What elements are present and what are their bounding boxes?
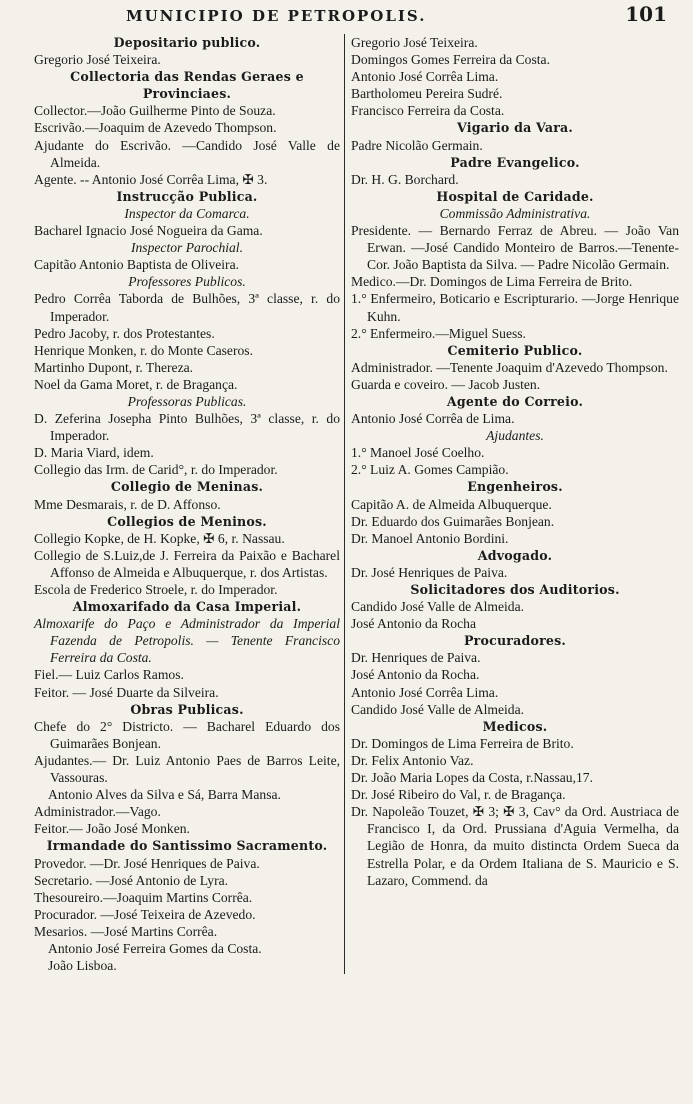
entry: Bacharel Ignacio José Nogueira da Gama. bbox=[34, 223, 263, 239]
entry: D. Maria Viard, idem. bbox=[34, 445, 154, 461]
entry: Francisco Ferreira da Costa. bbox=[351, 103, 505, 119]
section-heading: Agente do Correio. bbox=[446, 393, 584, 409]
entry: Dr. José Ribeiro do Val, r. de Bragança. bbox=[351, 787, 566, 803]
entry: Dr. Henriques de Paiva. bbox=[351, 650, 481, 666]
entry: Pedro Jacoby, r. dos Protestantes. bbox=[34, 325, 215, 341]
section-heading: Collegio de Meninas. bbox=[110, 479, 264, 495]
entry: Collegio das Irm. de Carid°, r. do Imperador. bbox=[34, 462, 278, 478]
entry: Presidente. — Bernardo Ferraz de Abreu. — João Van Erwan. —José Candido Monteiro de Barros.—Tenente-Cor. João Baptista da Silva. — Padre Nicolão Germain. bbox=[351, 223, 679, 273]
entry: Dr. Manoel Antonio Bordini. bbox=[351, 530, 509, 546]
entry: Administrador.—Vago. bbox=[34, 804, 161, 820]
entry: Martinho Dupont, r. Thereza. bbox=[34, 359, 194, 375]
entry: Bartholomeu Pereira Sudré. bbox=[351, 86, 503, 102]
entry: Dr. Felix Antonio Vaz. bbox=[351, 752, 474, 768]
section-heading: Hospital de Caridade. bbox=[436, 188, 594, 204]
entry: Capitão Antonio Baptista de Oliveira. bbox=[34, 257, 240, 273]
entry: Thesoureiro.—Joaquim Martins Corrêa. bbox=[34, 889, 253, 905]
left-column bbox=[34, 34, 345, 974]
entry: Feitor.— João José Monken. bbox=[34, 821, 190, 837]
section-heading: Instrucção Publica. bbox=[116, 188, 258, 204]
entry: D. Zeferina Josepha Pinto Bulhões, 3ª classe, r. do Imperador. bbox=[34, 411, 340, 444]
entry: Administrador. —Tenente Joaquim d'Azevedo Thompson. bbox=[351, 359, 668, 375]
entry: Antonio José Corrêa Lima. bbox=[351, 69, 499, 85]
subheading: Commissão Administrativa. bbox=[439, 205, 591, 221]
entry: Dr. João Maria Lopes da Costa, r.Nassau,17. bbox=[351, 770, 593, 786]
entry: Dr. Domingos de Lima Ferreira de Brito. bbox=[351, 735, 574, 751]
subheading: Inspector da Comarca. bbox=[124, 205, 250, 221]
entry: Padre Nicolão Germain. bbox=[351, 137, 483, 153]
entry: 1.° Manoel José Coelho. bbox=[351, 445, 485, 461]
entry: Pedro Corrêa Taborda de Bulhões, 3ª classe, r. do Imperador. bbox=[34, 291, 340, 324]
entry: Almoxarife do Paço e Administrador da Imperial Fazenda de Petropolis. — Tenente Francisco Ferreira da Costa. bbox=[34, 616, 340, 666]
entry: Mme Desmarais, r. de D. Affonso. bbox=[34, 496, 221, 512]
entry: Mesarios. —José Martins Corrêa. bbox=[34, 923, 218, 939]
section-heading: Procuradores. bbox=[463, 633, 567, 649]
entry: Dr. José Henriques de Paiva. bbox=[351, 564, 508, 580]
entry: Collector.—João Guilherme Pinto de Souza. bbox=[34, 103, 276, 119]
page-number: 101 bbox=[625, 2, 667, 26]
entry: Medico.—Dr. Domingos de Lima Ferreira de Brito. bbox=[351, 274, 633, 290]
entry: 2.° Luiz A. Gomes Campião. bbox=[351, 462, 509, 478]
entry: Fiel.— Luiz Carlos Ramos. bbox=[34, 667, 184, 683]
section-heading: Advogado. bbox=[477, 547, 553, 563]
entry: Dr. H. G. Borchard. bbox=[351, 171, 459, 187]
entry: Collegio de S.Luiz,de J. Ferreira da Paixão e Bacharel Affonso de Almeida e Albuquerque, r. dos Artistas. bbox=[34, 547, 340, 580]
entry: Dr. Napoleão Touzet, ✠ 3; ✠ 3, Cav° da Ord. Austriaca de Francisco I, da Ord. Prussiana d'Aguia Vermelha, da Legião de Honra, da muito distincta Ordem Sueca da Estrella Polar, e da Ordem Italiana de S. Mauricio e S. Lazaro, Commend. da bbox=[351, 804, 679, 888]
entry: Feitor. — José Duarte da Silveira. bbox=[34, 684, 219, 700]
entry: 2.° Enfermeiro.—Miguel Suess. bbox=[351, 325, 526, 341]
entry: Capitão A. de Almeida Albuquerque. bbox=[351, 496, 552, 512]
subheading: Inspector Parochial. bbox=[130, 240, 243, 256]
section-heading: Depositario publico. bbox=[113, 35, 261, 50]
entry: Procurador. —José Teixeira de Azevedo. bbox=[34, 906, 256, 922]
entry: Antonio José Corrêa de Lima. bbox=[351, 411, 515, 427]
entry: Guarda e coveiro. — Jacob Justen. bbox=[351, 376, 541, 392]
entry: Antonio José Corrêa Lima. bbox=[351, 684, 499, 700]
entry: Chefe do 2° Districto. — Bacharel Eduardo dos Guimarães Bonjean. bbox=[34, 718, 340, 751]
section-heading: Cemiterio Publico. bbox=[447, 342, 583, 358]
section-heading: Almoxarifado da Casa Imperial. bbox=[72, 599, 302, 615]
subheading: Professoras Publicas. bbox=[127, 393, 247, 409]
entry: Ajudante do Escrivão. —Candido José Valle de Almeida. bbox=[34, 137, 340, 170]
section-heading: Collectoria das Rendas Geraes e Provinciaes. bbox=[70, 69, 304, 102]
entry: Antonio José Ferreira Gomes da Costa. bbox=[48, 940, 262, 956]
entry: Candido José Valle de Almeida. bbox=[351, 701, 525, 717]
entry: Collegio Kopke, de H. Kopke, ✠ 6, r. Nassau. bbox=[34, 530, 285, 546]
section-heading: Irmandade do Santissimo Sacramento. bbox=[46, 838, 328, 854]
section-heading: Engenheiros. bbox=[467, 479, 563, 495]
entry: Escrivão.—Joaquim de Azevedo Thompson. bbox=[34, 120, 277, 136]
section-heading: Vigario da Vara. bbox=[456, 120, 573, 136]
section-heading: Padre Evangelico. bbox=[450, 154, 580, 170]
section-heading: Solicitadores dos Auditorios. bbox=[410, 582, 620, 597]
entry: Ajudantes.— Dr. Luiz Antonio Paes de Barros Leite, Vassouras. bbox=[34, 752, 340, 786]
entry: Secretario. —José Antonio de Lyra. bbox=[34, 872, 229, 888]
entry: Gregorio José Teixeira. bbox=[34, 52, 161, 68]
entry: Agente. -- Antonio José Corrêa Lima, ✠ 3. bbox=[34, 171, 268, 187]
entry: Antonio Alves da Silva e Sá, Barra Mansa. bbox=[48, 787, 281, 803]
entry: Gregorio José Teixeira. bbox=[351, 35, 478, 50]
entry: Noel da Gama Moret, r. de Bragança. bbox=[34, 376, 238, 392]
right-column bbox=[345, 34, 679, 974]
entry: João Lisboa. bbox=[48, 958, 117, 974]
section-heading: Medicos. bbox=[482, 718, 548, 734]
page-title: MUNICIPIO DE PETROPOLIS. bbox=[126, 7, 427, 25]
entry: Provedor. —Dr. José Henriques de Paiva. bbox=[34, 855, 260, 871]
page-header bbox=[34, 4, 683, 34]
entry: José Antonio da Rocha bbox=[351, 616, 476, 632]
section-heading: Collegios de Meninos. bbox=[107, 513, 267, 529]
subheading: Ajudantes. bbox=[486, 428, 544, 444]
entry: Escola de Frederico Stroele, r. do Imperador. bbox=[34, 582, 278, 597]
entry: Domingos Gomes Ferreira da Costa. bbox=[351, 52, 550, 68]
entry: 1.° Enfermeiro, Boticario e Escripturario. —Jorge Henrique Kuhn. bbox=[351, 291, 679, 324]
entry: José Antonio da Rocha. bbox=[351, 667, 480, 683]
subheading: Professores Publicos. bbox=[128, 274, 246, 290]
entry: Candido José Valle de Almeida. bbox=[351, 599, 525, 615]
section-heading: Obras Publicas. bbox=[130, 701, 244, 717]
entry: Dr. Eduardo dos Guimarães Bonjean. bbox=[351, 513, 555, 529]
entry: Henrique Monken, r. do Monte Caseros. bbox=[34, 342, 253, 358]
